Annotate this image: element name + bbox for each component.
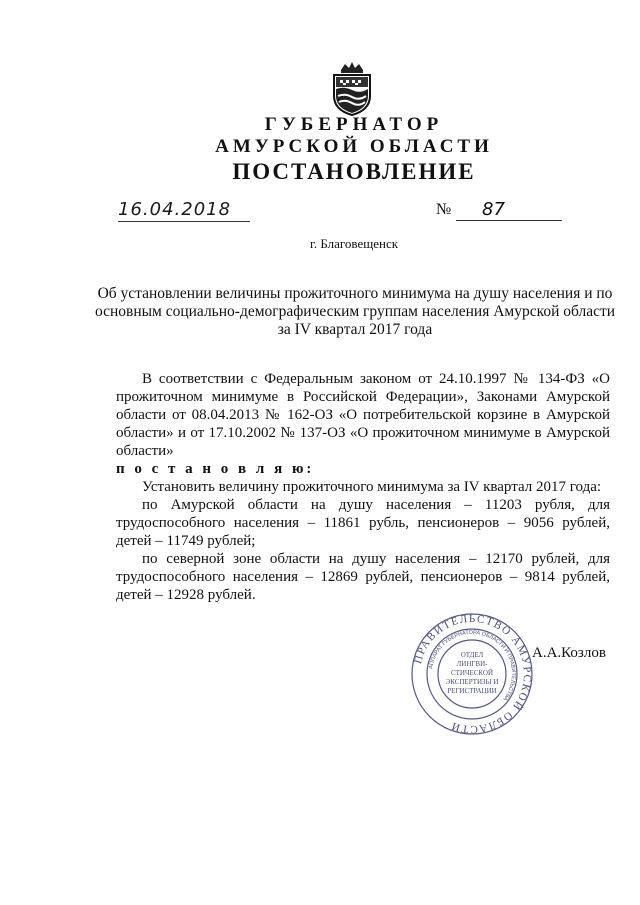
stamp-center-line: СТИЧЕСКОЙ <box>450 669 494 677</box>
document-body <box>116 370 610 604</box>
stamp-center-line: РЕГИСТРАЦИИ <box>447 687 497 695</box>
official-seal-stamp <box>410 612 534 736</box>
stamp-outer-text: ПРАВИТЕЛЬСТВО АМУРСКОЙ ОБЛАСТИ <box>412 612 534 736</box>
number-label: № <box>436 201 452 218</box>
resolves-heading: п о с т а н о в л я ю: <box>116 461 315 477</box>
stamp-center-line: ОТДЕЛ <box>460 651 484 659</box>
header-governor: ГУБЕРНАТОР <box>264 114 444 135</box>
coat-of-arms-emblem <box>329 60 375 116</box>
signer-name: А.А.Козлов <box>532 645 606 661</box>
stamp-inner-text: АППАРАТ ГУБЕРНАТОРА ОБЛАСТИ И ПРАВИТЕЛЬСТВА <box>428 629 517 702</box>
preamble: В соответствии с Федеральным законом от 24.10.1997 № 134-ФЗ «О прожиточном минимуме в Российской Федерации», Законами Амурской области от 08.04.2013 № 162-ОЗ «О потребительской корзине в Амурской области» и от 17.10.2002 № 137-ОЗ «О прожиточном минимуме в Амурской области» <box>116 371 610 459</box>
document-type: ПОСТАНОВЛЕНИЕ <box>232 159 476 184</box>
document-date: 16.04.2018 <box>118 199 250 222</box>
paragraph-2: по Амурской области на душу населения – 11203 рубля, для трудоспособного населения – 11861 рубль, пенсионеров – 9056 рублей, детей – 11749 рублей; <box>116 497 610 549</box>
document-number: 87 <box>456 199 562 221</box>
document-title: Об установлении величины прожиточного минимума на душу населения и по основным социально-демографическим группам населения Амурской области за IV квартал 2017 года <box>94 285 616 338</box>
paragraph-3: по северной зоне области на душу населения – 12170 рублей, для трудоспособного населения – 12869 рублей, пенсионеров – 9814 рублей, детей – 12928 рублей. <box>116 551 610 603</box>
stamp-center-line: ЭКСПЕРТИЗЫ И <box>445 678 499 686</box>
city: г. Благовещенск <box>309 236 399 251</box>
header-region: АМУРСКОЙ ОБЛАСТИ <box>215 136 493 157</box>
paragraph-1: Установить величину прожиточного минимума за IV квартал 2017 года: <box>142 479 602 495</box>
stamp-center-line: ЛИНГВИ- <box>456 660 488 668</box>
